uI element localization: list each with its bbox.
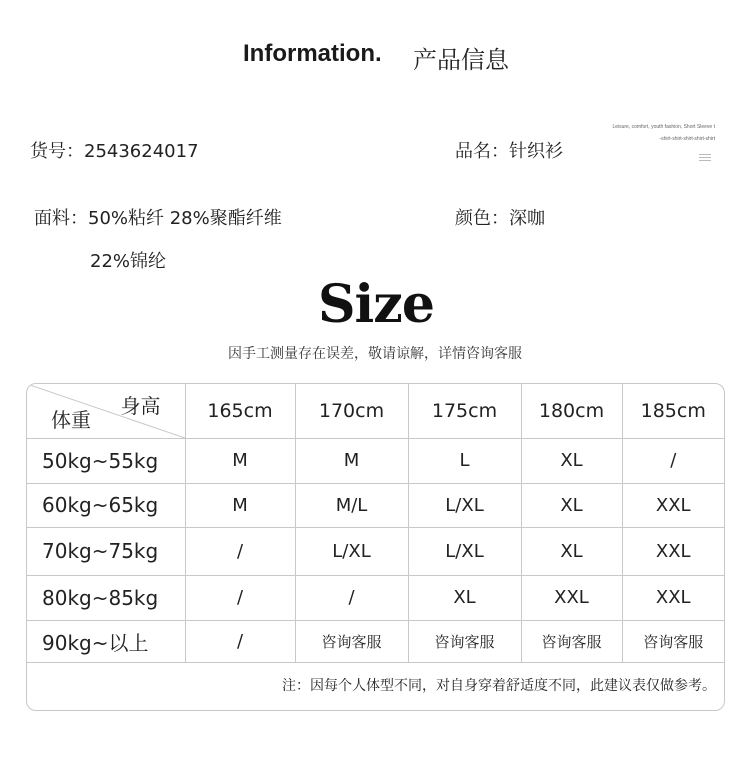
fabric-line-2: 22%锦纶: [90, 251, 167, 272]
size-cell: L/XL: [408, 483, 521, 527]
weight-label: 50kg~55kg: [27, 438, 185, 483]
size-cell: XL: [521, 527, 622, 575]
item-number: 货号：2543624017: [30, 141, 199, 162]
size-cell: /: [185, 620, 295, 662]
table-row: [27, 483, 724, 527]
footnote-row: [27, 662, 724, 708]
height-header: 185cm: [622, 384, 724, 438]
weight-label: 70kg~75kg: [27, 527, 185, 575]
size-cell: /: [185, 575, 295, 620]
title-chinese: 产品信息: [413, 46, 509, 74]
height-header: 175cm: [408, 384, 521, 438]
weight-label: 60kg~65kg: [27, 483, 185, 527]
size-cell: XXL: [521, 575, 622, 620]
size-cell: XXL: [622, 483, 724, 527]
size-cell: L/XL: [408, 527, 521, 575]
size-cell: M: [295, 438, 408, 483]
size-cell: M: [185, 483, 295, 527]
tagline-line-2: -shirt-shirt-shirt-shirt-shirt: [659, 136, 715, 142]
corner-weight-label: 体重: [51, 408, 91, 432]
footnote: 注：因每个人体型不同，对自身穿着舒适度不同，此建议表仅做参考。: [27, 662, 724, 708]
size-cell: XXL: [622, 575, 724, 620]
weight-label: 80kg~85kg: [27, 575, 185, 620]
size-cell: 咨询客服: [295, 620, 408, 662]
product-color: 颜色：深咖: [455, 208, 545, 229]
measurement-notice: 因手工测量存在误差，敬请谅解，详情咨询客服: [228, 346, 522, 362]
size-cell: XL: [521, 438, 622, 483]
table-row: [27, 527, 724, 575]
table-row: [27, 438, 724, 483]
size-cell: 咨询客服: [521, 620, 622, 662]
lines-icon: [699, 154, 711, 166]
size-title: Size: [318, 274, 434, 335]
height-header: 165cm: [185, 384, 295, 438]
size-cell: XL: [408, 575, 521, 620]
fabric-line-1: 面料：50%粘纤 28%聚酯纤维: [34, 208, 282, 229]
tagline-line-1: Leisure, comfort, youth fashion, Short Sleeve t: [612, 124, 715, 130]
size-cell: XXL: [622, 527, 724, 575]
corner-cell: [27, 384, 185, 438]
corner-height-label: 身高: [120, 394, 161, 418]
size-cell: L/XL: [295, 527, 408, 575]
weight-label: 90kg~以上: [27, 620, 185, 662]
title-english: Information.: [243, 40, 382, 67]
size-cell: /: [295, 575, 408, 620]
tagline: [560, 121, 715, 145]
table-header-row: [27, 384, 724, 438]
size-cell: M: [185, 438, 295, 483]
size-cell: M/L: [295, 483, 408, 527]
size-cell: L: [408, 438, 521, 483]
height-header: 170cm: [295, 384, 408, 438]
size-cell: 咨询客服: [408, 620, 521, 662]
size-cell: /: [185, 527, 295, 575]
table-row: [27, 620, 724, 662]
height-header: 180cm: [521, 384, 622, 438]
size-cell: 咨询客服: [622, 620, 724, 662]
size-table: [26, 383, 725, 711]
size-cell: XL: [521, 483, 622, 527]
size-cell: /: [622, 438, 724, 483]
table-row: [27, 575, 724, 620]
product-name: 品名：针织衫: [455, 141, 563, 162]
